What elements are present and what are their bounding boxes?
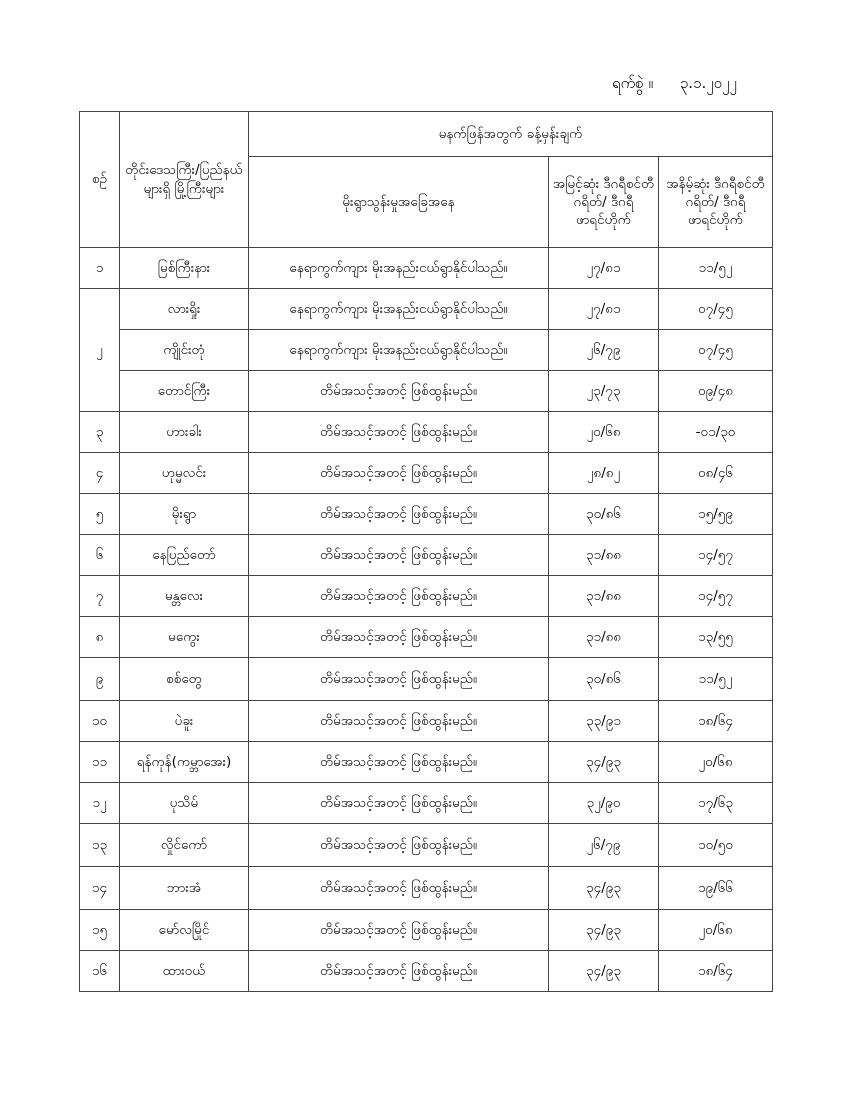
document-date xyxy=(612,74,737,96)
table-row xyxy=(80,248,773,289)
city-cell: မန္တလေး xyxy=(120,576,249,617)
header-region-cities: တိုင်းဒေသကြီး/ပြည်နယ်များရှိ မြို့ကြီးများ xyxy=(120,112,249,248)
condition-cell: တိမ်အသင့်အတင့် ဖြစ်ထွန်းမည်။ xyxy=(249,412,549,453)
max-temp-cell: ၃၄/၉၃ xyxy=(549,910,659,951)
header-forecast-group: မနက်ဖြန်အတွက် ခန့်မှန်းချက် xyxy=(249,112,773,157)
header-rain-condition: မိုးရွာသွန်းမှုအခြေအနေ xyxy=(249,157,549,248)
min-temp-cell: ၀၉/၄၈ xyxy=(659,371,773,412)
serial-no-cell: ၁၂ xyxy=(80,783,120,824)
table-row xyxy=(80,867,773,910)
serial-no-cell: ၃ xyxy=(80,412,120,453)
serial-no-cell: ၉ xyxy=(80,658,120,701)
date-label: ရက်စွဲ ။ xyxy=(612,74,654,92)
max-temp-cell: ၂၆/၇၉ xyxy=(549,824,659,867)
city-cell: ကျိုင်းတုံ xyxy=(120,330,249,371)
min-temp-cell: ၁၄/၅၇ xyxy=(659,535,773,576)
table-row xyxy=(80,576,773,617)
table-row xyxy=(80,617,773,658)
max-temp-cell: ၃၄/၉၃ xyxy=(549,867,659,910)
table-row xyxy=(80,289,773,330)
max-temp-cell: ၃၂/၉၀ xyxy=(549,783,659,824)
serial-no-cell: ၁၀ xyxy=(80,701,120,742)
serial-no-cell: ၆ xyxy=(80,535,120,576)
condition-cell: တိမ်အသင့်အတင့် ဖြစ်ထွန်းမည်။ xyxy=(249,371,549,412)
condition-cell: တိမ်အသင့်အတင့် ဖြစ်ထွန်းမည်။ xyxy=(249,453,549,494)
city-cell: လားရှိုး xyxy=(120,289,249,330)
table-row xyxy=(80,824,773,867)
max-temp-cell: ၃၄/၉၃ xyxy=(549,951,659,992)
condition-cell: တိမ်အသင့်အတင့် ဖြစ်ထွန်းမည်။ xyxy=(249,535,549,576)
min-temp-cell: ၁၇/၆၃ xyxy=(659,783,773,824)
min-temp-cell: ၀၇/၄၅ xyxy=(659,330,773,371)
city-cell: ဘားအံ xyxy=(120,867,249,910)
serial-no-cell: ၁ xyxy=(80,248,120,289)
table-row xyxy=(80,453,773,494)
condition-cell: တိမ်အသင့်အတင့် ဖြစ်ထွန်းမည်။ xyxy=(249,951,549,992)
city-cell: မော်လမြိုင် xyxy=(120,910,249,951)
serial-no-cell: ၁၃ xyxy=(80,824,120,867)
min-temp-cell: ၂၀/၆၈ xyxy=(659,742,773,783)
city-cell: ပုသိမ် xyxy=(120,783,249,824)
condition-cell: နေရာကွက်ကျား မိုးအနည်းငယ်ရွာနိုင်ပါသည်။ xyxy=(249,248,549,289)
serial-no-cell: ၂ xyxy=(80,289,120,412)
max-temp-cell: ၃၀/၈၆ xyxy=(549,494,659,535)
condition-cell: တိမ်အသင့်အတင့် ဖြစ်ထွန်းမည်။ xyxy=(249,783,549,824)
serial-no-cell: ၅ xyxy=(80,494,120,535)
city-cell: ဟားခါး xyxy=(120,412,249,453)
min-temp-cell: ၁၈/၆၄ xyxy=(659,951,773,992)
min-temp-cell: -၀၁/၃၀ xyxy=(659,412,773,453)
table-row xyxy=(80,371,773,412)
serial-no-cell: ၄ xyxy=(80,453,120,494)
condition-cell: တိမ်အသင့်အတင့် ဖြစ်ထွန်းမည်။ xyxy=(249,658,549,701)
table-row xyxy=(80,910,773,951)
table-row xyxy=(80,535,773,576)
condition-cell: တိမ်အသင့်အတင့် ဖြစ်ထွန်းမည်။ xyxy=(249,576,549,617)
condition-cell: တိမ်အသင့်အတင့် ဖြစ်ထွန်းမည်။ xyxy=(249,617,549,658)
min-temp-cell: ၀၈/၄၆ xyxy=(659,453,773,494)
max-temp-cell: ၃၃/၉၁ xyxy=(549,701,659,742)
date-value: ၃.၁.၂၀၂၂ xyxy=(679,74,737,92)
table-row xyxy=(80,701,773,742)
serial-no-cell: ၁၅ xyxy=(80,910,120,951)
header-serial-no: စဉ် xyxy=(80,112,120,248)
condition-cell: တိမ်အသင့်အတင့် ဖြစ်ထွန်းမည်။ xyxy=(249,494,549,535)
weather-forecast-table xyxy=(79,111,773,992)
condition-cell: တိမ်အသင့်အတင့် ဖြစ်ထွန်းမည်။ xyxy=(249,910,549,951)
header-min-temp: အနိမ့်ဆုံး ဒီဂရီစင်တီဂရိတ်/ ဒီဂရီဖာရင်ဟိုက် xyxy=(659,157,773,248)
city-cell: လှိုင်ကော် xyxy=(120,824,249,867)
table-row xyxy=(80,658,773,701)
city-cell: ဟုမ္မလင်း xyxy=(120,453,249,494)
city-cell: မိုးရွာ xyxy=(120,494,249,535)
max-temp-cell: ၂၆/၇၉ xyxy=(549,330,659,371)
max-temp-cell: ၂၈/၈၂ xyxy=(549,453,659,494)
max-temp-cell: ၂၃/၇၃ xyxy=(549,371,659,412)
table-row xyxy=(80,494,773,535)
serial-no-cell: ၇ xyxy=(80,576,120,617)
city-cell: မြစ်ကြီးနား xyxy=(120,248,249,289)
max-temp-cell: ၃၁/၈၈ xyxy=(549,576,659,617)
min-temp-cell: ၁၅/၅၉ xyxy=(659,494,773,535)
condition-cell: တိမ်အသင့်အတင့် ဖြစ်ထွန်းမည်။ xyxy=(249,824,549,867)
max-temp-cell: ၂၀/၆၈ xyxy=(549,412,659,453)
table-row xyxy=(80,330,773,371)
city-cell: နေပြည်တော် xyxy=(120,535,249,576)
condition-cell: တိမ်အသင့်အတင့် ဖြစ်ထွန်းမည်။ xyxy=(249,867,549,910)
city-cell: ရန်ကုန်(ကမ္ဘာအေး) xyxy=(120,742,249,783)
city-cell: စစ်တွေ xyxy=(120,658,249,701)
min-temp-cell: ၁၉/၆၆ xyxy=(659,867,773,910)
serial-no-cell: ၁၆ xyxy=(80,951,120,992)
condition-cell: နေရာကွက်ကျား မိုးအနည်းငယ်ရွာနိုင်ပါသည်။ xyxy=(249,330,549,371)
max-temp-cell: ၂၇/၈၁ xyxy=(549,248,659,289)
serial-no-cell: ၁၄ xyxy=(80,867,120,910)
max-temp-cell: ၃၀/၈၆ xyxy=(549,658,659,701)
condition-cell: တိမ်အသင့်အတင့် ဖြစ်ထွန်းမည်။ xyxy=(249,701,549,742)
serial-no-cell: ၈ xyxy=(80,617,120,658)
serial-no-cell: ၁၁ xyxy=(80,742,120,783)
city-cell: မကွေး xyxy=(120,617,249,658)
min-temp-cell: ၁၀/၅၀ xyxy=(659,824,773,867)
min-temp-cell: ၁၈/၆၄ xyxy=(659,701,773,742)
table-row xyxy=(80,412,773,453)
city-cell: ထားဝယ် xyxy=(120,951,249,992)
city-cell: ပဲခူး xyxy=(120,701,249,742)
min-temp-cell: ၁၃/၅၅ xyxy=(659,617,773,658)
table-row xyxy=(80,951,773,992)
condition-cell: နေရာကွက်ကျား မိုးအနည်းငယ်ရွာနိုင်ပါသည်။ xyxy=(249,289,549,330)
city-cell: တောင်ကြီး xyxy=(120,371,249,412)
min-temp-cell: ၂၀/၆၈ xyxy=(659,910,773,951)
max-temp-cell: ၃၁/၈၈ xyxy=(549,535,659,576)
max-temp-cell: ၃၁/၈၈ xyxy=(549,617,659,658)
header-max-temp: အမြင့်ဆုံး ဒီဂရီစင်တီဂရိတ်/ ဒီဂရီဖာရင်ဟိုက် xyxy=(549,157,659,248)
min-temp-cell: ၁၁/၅၂ xyxy=(659,658,773,701)
min-temp-cell: ၀၇/၄၅ xyxy=(659,289,773,330)
condition-cell: တိမ်အသင့်အတင့် ဖြစ်ထွန်းမည်။ xyxy=(249,742,549,783)
table-row xyxy=(80,742,773,783)
min-temp-cell: ၁၁/၅၂ xyxy=(659,248,773,289)
max-temp-cell: ၂၇/၈၁ xyxy=(549,289,659,330)
max-temp-cell: ၃၄/၉၃ xyxy=(549,742,659,783)
min-temp-cell: ၁၄/၅၇ xyxy=(659,576,773,617)
table-row xyxy=(80,783,773,824)
